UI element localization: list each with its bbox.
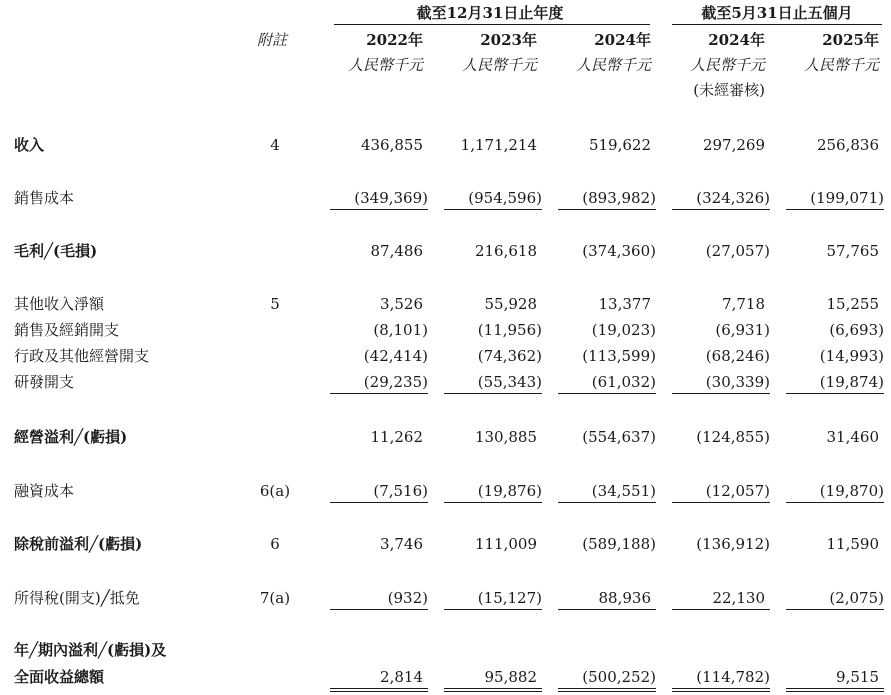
cell-selling-expenses-2024-five-month: (6,931) (715, 321, 770, 339)
total-double-rule (444, 688, 542, 689)
row-note-revenue: 4 (270, 136, 280, 154)
cell-selling-expenses-2024: (19,023) (591, 321, 656, 339)
cell-profit-before-tax-2023: 111,009 (474, 535, 537, 553)
subtotal-rule (444, 209, 542, 210)
year-header-2024: 2024年 (594, 31, 651, 49)
header-five-month-group: 截至5月31日止五個月 (701, 4, 853, 22)
cell-rd-expenses-2024: (61,032) (591, 373, 656, 391)
subtotal-rule (558, 209, 656, 210)
cell-total-income-2025-five-month: 9,515 (836, 668, 879, 686)
currency-2024-five-month: 人民幣千元 (689, 56, 765, 74)
cell-income-tax-2024-five-month: 22,130 (712, 589, 765, 607)
cell-revenue-2025-five-month: 256,836 (816, 136, 879, 154)
subtotal-rule (672, 209, 770, 210)
row-note-income-tax: 7(a) (259, 589, 291, 607)
cell-other-income-2025-five-month: 15,255 (826, 295, 879, 313)
row-label-selling-expenses: 銷售及經銷開支 (14, 321, 120, 339)
cell-rd-expenses-2023: (55,343) (477, 373, 542, 391)
cell-profit-before-tax-2024: (589,188) (582, 535, 656, 553)
cell-cost-of-sales-2022: (349,369) (354, 189, 428, 207)
cell-selling-expenses-2023: (11,956) (477, 321, 542, 339)
row-note-profit-before-tax: 6 (270, 535, 280, 553)
row-label-rd-expenses: 研發開支 (14, 373, 75, 391)
cell-revenue-2023: 1,171,214 (460, 136, 537, 154)
cell-finance-costs-2025-five-month: (19,870) (819, 482, 884, 500)
cell-operating-profit-2024: (554,637) (582, 428, 656, 446)
row-label-finance-costs: 融資成本 (14, 482, 75, 500)
cell-cost-of-sales-2023: (954,596) (468, 189, 542, 207)
cell-other-income-2024-five-month: 7,718 (722, 295, 765, 313)
total-double-rule (558, 691, 656, 692)
cell-admin-expenses-2024: (113,599) (582, 347, 656, 365)
cell-operating-profit-2023: 130,885 (474, 428, 537, 446)
currency-2024: 人民幣千元 (575, 56, 651, 74)
row-label-income-tax: 所得稅(開支)╱抵免 (14, 589, 140, 607)
header-annual-underline (334, 24, 650, 25)
cell-total-income-2024-five-month: (114,782) (696, 668, 770, 686)
cell-operating-profit-2025-five-month: 31,460 (826, 428, 879, 446)
cell-gross-profit-2024: (374,360) (582, 242, 656, 260)
cell-total-income-2023: 95,882 (484, 668, 537, 686)
note-column-header: 附註 (257, 31, 288, 49)
row-label-cost-of-sales: 銷售成本 (14, 189, 75, 207)
cell-operating-profit-2024-five-month: (124,855) (696, 428, 770, 446)
subtotal-rule (444, 502, 542, 503)
cell-gross-profit-2024-five-month: (27,057) (705, 242, 770, 260)
cell-admin-expenses-2022: (42,414) (363, 347, 428, 365)
subtotal-rule (444, 609, 542, 610)
currency-2025-five-month: 人民幣千元 (803, 56, 879, 74)
cell-gross-profit-2025-five-month: 57,765 (826, 242, 879, 260)
subtotal-rule (672, 609, 770, 610)
row-label-admin-expenses: 行政及其他經營開支 (14, 347, 150, 365)
year-header-2023: 2023年 (480, 31, 537, 49)
cell-income-tax-2024: 88,936 (598, 589, 651, 607)
subtotal-rule (330, 393, 428, 394)
total-double-rule (444, 691, 542, 692)
cell-finance-costs-2022: (7,516) (373, 482, 428, 500)
subtotal-rule (558, 502, 656, 503)
subtotal-rule (558, 393, 656, 394)
total-double-rule (672, 691, 770, 692)
cell-other-income-2022: 3,526 (380, 295, 423, 313)
cell-rd-expenses-2025-five-month: (19,874) (819, 373, 884, 391)
cell-revenue-2024: 519,622 (588, 136, 651, 154)
cell-income-tax-2023: (15,127) (477, 589, 542, 607)
subtotal-rule (786, 393, 884, 394)
subtotal-rule (330, 209, 428, 210)
header-annual-group: 截至12月31日止年度 (416, 4, 564, 22)
cell-admin-expenses-2023: (74,362) (477, 347, 542, 365)
total-double-rule (672, 688, 770, 689)
subtotal-rule (672, 393, 770, 394)
cell-profit-before-tax-2024-five-month: (136,912) (696, 535, 770, 553)
cell-admin-expenses-2025-five-month: (14,993) (819, 347, 884, 365)
cell-other-income-2024: 13,377 (598, 295, 651, 313)
cell-selling-expenses-2022: (8,101) (373, 321, 428, 339)
unaudited-note: (未經審核) (693, 81, 765, 99)
cell-total-income-2022: 2,814 (380, 668, 423, 686)
cell-profit-before-tax-2022: 3,746 (380, 535, 423, 553)
cell-operating-profit-2022: 11,262 (370, 428, 423, 446)
total-double-rule (330, 691, 428, 692)
cell-profit-before-tax-2025-five-month: 11,590 (826, 535, 879, 553)
cell-gross-profit-2022: 87,486 (370, 242, 423, 260)
subtotal-rule (786, 209, 884, 210)
cell-finance-costs-2024: (34,551) (591, 482, 656, 500)
total-double-rule (786, 688, 884, 689)
subtotal-rule (330, 609, 428, 610)
cell-revenue-2022: 436,855 (360, 136, 423, 154)
cell-rd-expenses-2022: (29,235) (363, 373, 428, 391)
cell-rd-expenses-2024-five-month: (30,339) (705, 373, 770, 391)
year-header-2022: 2022年 (366, 31, 423, 49)
subtotal-rule (330, 502, 428, 503)
currency-2023: 人民幣千元 (461, 56, 537, 74)
cell-cost-of-sales-2024-five-month: (324,326) (696, 189, 770, 207)
row-label-operating-profit: 經營溢利╱(虧損) (14, 428, 128, 446)
total-double-rule (558, 688, 656, 689)
row-note-other-income: 5 (270, 295, 280, 313)
cell-gross-profit-2023: 216,618 (474, 242, 537, 260)
cell-cost-of-sales-2024: (893,982) (582, 189, 656, 207)
year-header-2024-five-month: 2024年 (708, 31, 765, 49)
cell-total-income-2024: (500,252) (582, 668, 656, 686)
row-label-total-comprehensive-income: 全面收益總額 (14, 668, 105, 686)
cell-other-income-2023: 55,928 (484, 295, 537, 313)
cell-admin-expenses-2024-five-month: (68,246) (705, 347, 770, 365)
total-double-rule (330, 688, 428, 689)
subtotal-rule (786, 502, 884, 503)
cell-selling-expenses-2025-five-month: (6,693) (829, 321, 884, 339)
subtotal-rule (444, 393, 542, 394)
cell-finance-costs-2024-five-month: (12,057) (705, 482, 770, 500)
year-header-2025-five-month: 2025年 (822, 31, 879, 49)
currency-2022: 人民幣千元 (347, 56, 423, 74)
subtotal-rule (786, 609, 884, 610)
subtotal-rule (672, 502, 770, 503)
row-label-other-income: 其他收入淨額 (14, 295, 105, 313)
row-note-finance-costs: 6(a) (259, 482, 291, 500)
row-label-profit-for-period: 年╱期內溢利╱(虧損)及 (14, 641, 167, 659)
row-label-gross-profit: 毛利╱(毛損) (14, 242, 98, 260)
cell-income-tax-2022: (932) (387, 589, 428, 607)
cell-finance-costs-2023: (19,876) (477, 482, 542, 500)
header-five-month-underline (672, 24, 882, 25)
total-double-rule (786, 691, 884, 692)
cell-revenue-2024-five-month: 297,269 (702, 136, 765, 154)
cell-income-tax-2025-five-month: (2,075) (829, 589, 884, 607)
cell-cost-of-sales-2025-five-month: (199,071) (810, 189, 884, 207)
row-label-profit-before-tax: 除稅前溢利╱(虧損) (14, 535, 143, 553)
subtotal-rule (558, 609, 656, 610)
row-label-revenue: 收入 (14, 136, 45, 154)
